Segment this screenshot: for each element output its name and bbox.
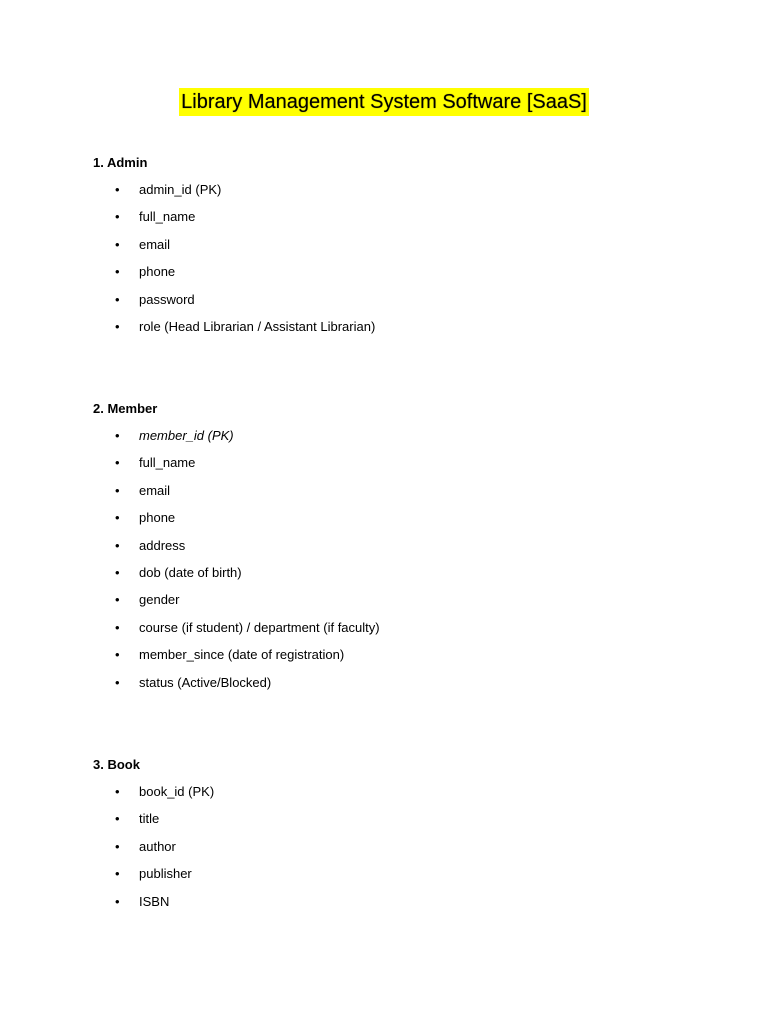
bullet-icon: • [115,564,120,580]
section-book [93,756,713,920]
book-field-list [93,783,713,920]
list-item [93,318,713,345]
field-label: status (Active/Blocked) [139,674,272,690]
bullet-icon: • [115,236,120,252]
field-label: member_since (date of registration) [139,647,345,663]
list-item [93,564,713,591]
bullet-icon: • [115,264,120,280]
list-item [93,236,713,263]
field-label: admin_id (PK) [139,182,222,197]
field-label: full_name [139,209,196,225]
field-label: phone [139,510,176,526]
field-label: email [139,482,171,498]
field-label: ISBN [139,893,170,909]
list-item [93,427,713,454]
bullet-icon: • [115,209,120,225]
list-item [93,591,713,618]
field-label: book_id (PK) [139,784,215,799]
bullet-icon: • [115,838,120,854]
list-item [93,646,713,673]
admin-field-list [93,181,713,345]
field-label: email [139,236,171,252]
section-admin [93,154,713,345]
field-label: publisher [139,866,192,882]
bullet-icon: • [115,537,120,553]
bullet-icon: • [115,455,120,471]
bullet-icon: • [115,866,120,882]
field-label: role (Head Librarian / Assistant Librarian) [139,318,376,334]
bullet-icon: • [115,482,120,498]
field-label: member_id (PK) [139,428,234,443]
field-label: author [139,838,176,854]
bullet-icon: • [115,784,120,799]
member-field-list [93,427,713,701]
field-label: title [139,811,160,827]
bullet-icon: • [115,647,120,663]
list-item [93,865,713,892]
section-heading-book: 3. Book [93,757,140,772]
bullet-icon: • [115,811,120,827]
bullet-icon: • [115,428,120,443]
list-item [93,181,713,208]
list-item [93,537,713,564]
field-label: dob (date of birth) [139,564,242,580]
list-item [93,291,713,318]
field-label: password [139,291,195,307]
bullet-icon: • [115,592,120,608]
field-label: full_name [139,455,196,471]
list-item [93,783,713,810]
list-item [93,810,713,837]
section-heading-member: 2. Member [93,401,158,416]
list-item [93,509,713,536]
bullet-icon: • [115,619,120,635]
list-item [93,482,713,509]
list-item [93,838,713,865]
bullet-icon: • [115,510,120,526]
bullet-icon: • [115,893,120,909]
field-label: phone [139,264,176,280]
field-label: gender [139,592,180,608]
field-label: course (if student) / department (if faculty) [139,619,380,635]
list-item [93,674,713,701]
bullet-icon: • [115,318,120,334]
document-title-text: Library Management System Software [SaaS] [179,88,589,116]
list-item [93,263,713,290]
section-heading-admin: 1. Admin [93,155,148,170]
document-title [0,88,768,116]
field-label: address [139,537,186,553]
bullet-icon: • [115,291,120,307]
bullet-icon: • [115,182,120,197]
list-item [93,208,713,235]
section-member [93,400,713,701]
list-item [93,893,713,920]
list-item [93,454,713,481]
list-item [93,619,713,646]
bullet-icon: • [115,674,120,690]
